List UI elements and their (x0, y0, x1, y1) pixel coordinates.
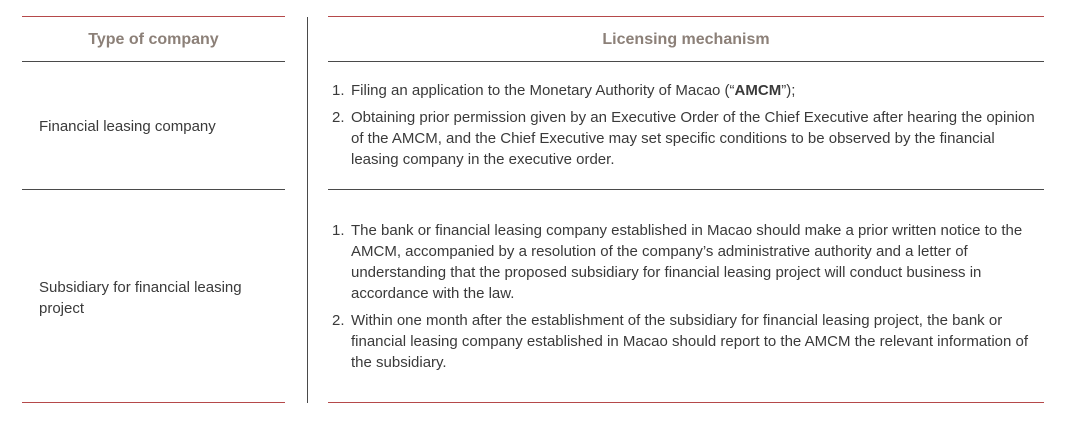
list-item-number: 1. (332, 222, 345, 239)
row-subsidiary-mechanism (330, 220, 1042, 373)
row-financial-leasing-company-mechanism (330, 80, 1042, 170)
list-item-number: 1. (332, 82, 345, 99)
list-item-text: Obtaining prior permission given by an Executive Order of the Chief Executive after hearing the opinion of the AMCM, and the Chief Executive may set specific conditions to be observed by the financial leasing company in the executive order. (351, 109, 1035, 168)
bottom-rule-left (22, 402, 285, 403)
row-rule-right (328, 189, 1044, 190)
list-item-text: Filing an application to the Monetary Authority of Macao (“ (351, 82, 735, 99)
bottom-rule-right (328, 402, 1044, 403)
header-rule-right (328, 61, 1044, 62)
row-financial-leasing-company-type: Financial leasing company (39, 118, 216, 135)
list-item-number: 2. (332, 312, 345, 329)
list-item-text: The bank or financial leasing company established in Macao should make a prior written notice to the AMCM, accompanied by a resolution of the company’s administrative authority and a letter of understanding that the proposed subsidiary for financial leasing project will conduct business in accordance with the law. (351, 222, 1023, 302)
list-item-number: 2. (332, 109, 345, 126)
header-licensing-mechanism: Licensing mechanism (602, 31, 770, 48)
column-divider (307, 17, 308, 403)
list-item (330, 107, 1042, 170)
list-item (330, 310, 1042, 373)
list-item-text: Within one month after the establishment of the subsidiary for financial leasing project, the bank or financial leasing company established in Macao should report to the AMCM the relevant information of the subsidiary. (351, 312, 1029, 371)
row-rule-left (22, 189, 285, 190)
amcm-abbreviation: AMCM (734, 82, 782, 99)
list-item-text-end: ”); (781, 82, 796, 99)
list-item (330, 80, 1042, 101)
header-type-of-company: Type of company (88, 31, 219, 48)
top-rule-right (328, 16, 1044, 17)
row-subsidiary-type: Subsidiary for financial leasing project (39, 279, 242, 317)
list-item (330, 220, 1042, 304)
header-rule-left (22, 61, 285, 62)
top-rule-left (22, 16, 285, 17)
